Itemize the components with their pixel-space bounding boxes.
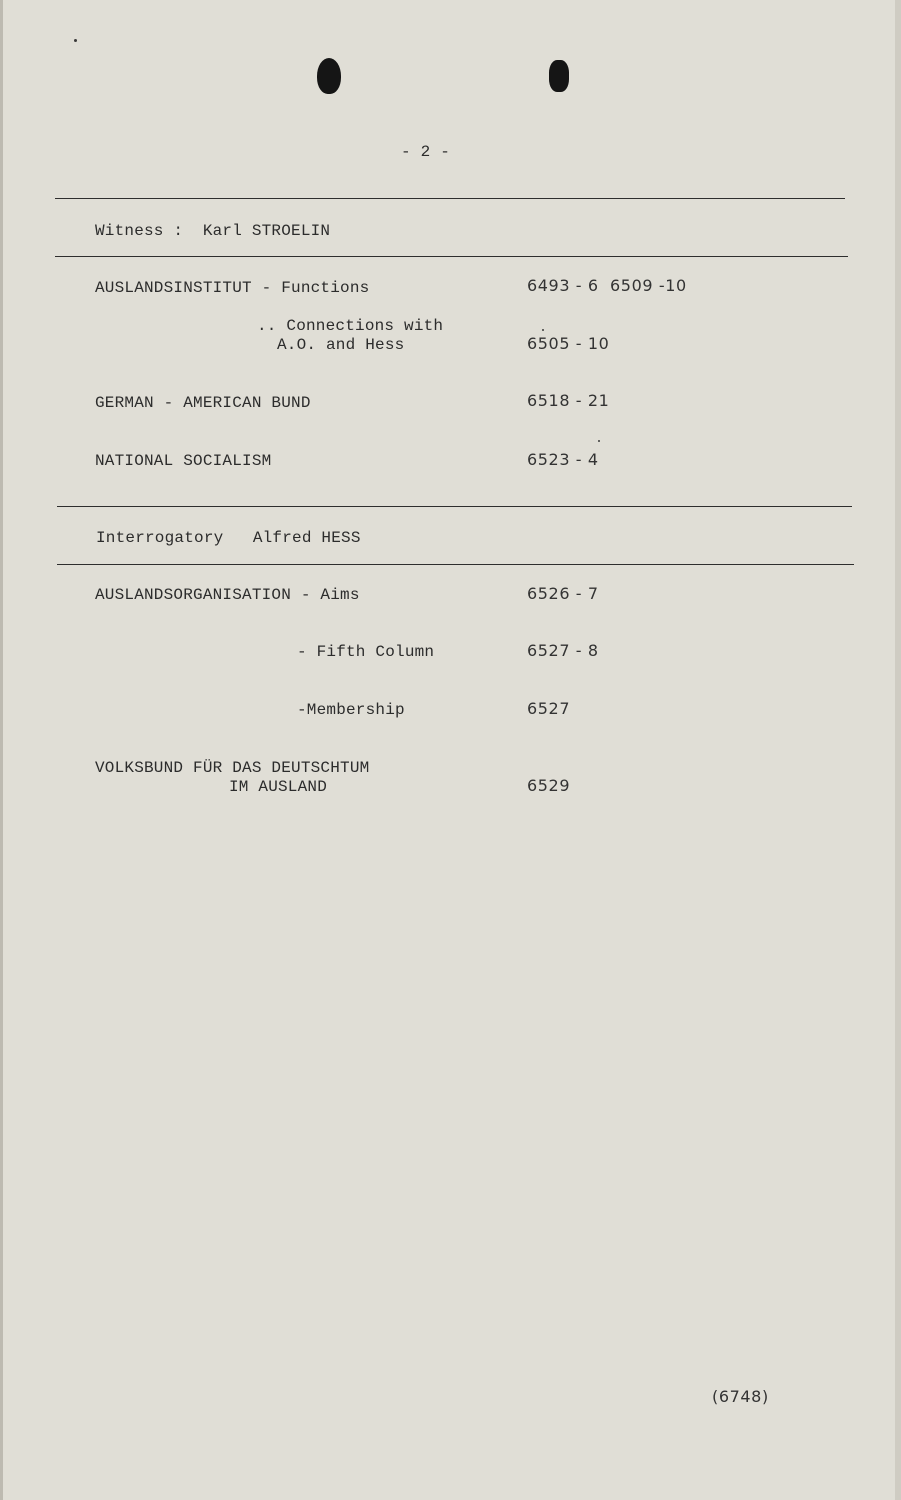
index-subject: AUSLANDSORGANISATION - Aims	[95, 586, 360, 604]
index-pages: 6505 - 10	[527, 334, 610, 353]
index-subject: - Fifth Column	[297, 643, 435, 661]
index-subject-line1: .. Connections with	[257, 317, 444, 335]
punch-hole-right	[549, 60, 569, 92]
divider-rule	[55, 256, 848, 257]
index-pages: 6527 - 8	[527, 641, 599, 660]
index-pages: 6523 - 4	[527, 450, 599, 469]
punch-hole-left	[317, 58, 341, 94]
interrogatory-header: Interrogatory Alfred HESS	[96, 529, 361, 547]
index-subject: AUSLANDSINSTITUT - Functions	[95, 279, 370, 297]
page-left-edge	[0, 0, 3, 1500]
index-pages: 6527	[527, 699, 571, 718]
index-subject-line1: VOLKSBUND FÜR DAS DEUTSCHTUM	[95, 759, 370, 777]
ink-speck	[598, 440, 600, 442]
index-pages: 6526 - 7	[527, 584, 599, 603]
index-pages: 6529	[527, 776, 571, 795]
index-subject: -Membership	[297, 701, 405, 719]
divider-rule	[55, 198, 845, 199]
divider-rule	[57, 564, 854, 565]
index-pages: 6518 - 21	[527, 391, 610, 410]
index-subject: NATIONAL SOCIALISM	[95, 452, 272, 470]
divider-rule	[57, 506, 852, 507]
index-subject: GERMAN - AMERICAN BUND	[95, 394, 311, 412]
page-number: - 2 -	[401, 143, 451, 161]
ink-speck	[74, 39, 77, 42]
index-subject-line2: IM AUSLAND	[229, 778, 328, 796]
index-subject-line2: A.O. and Hess	[277, 336, 405, 354]
page-right-edge	[895, 0, 901, 1500]
witness-header: Witness : Karl STROELIN	[95, 222, 331, 240]
index-pages: 6493 - 6 6509 -10	[527, 276, 687, 295]
ink-speck	[542, 329, 544, 331]
document-number: (6748)	[712, 1387, 769, 1406]
